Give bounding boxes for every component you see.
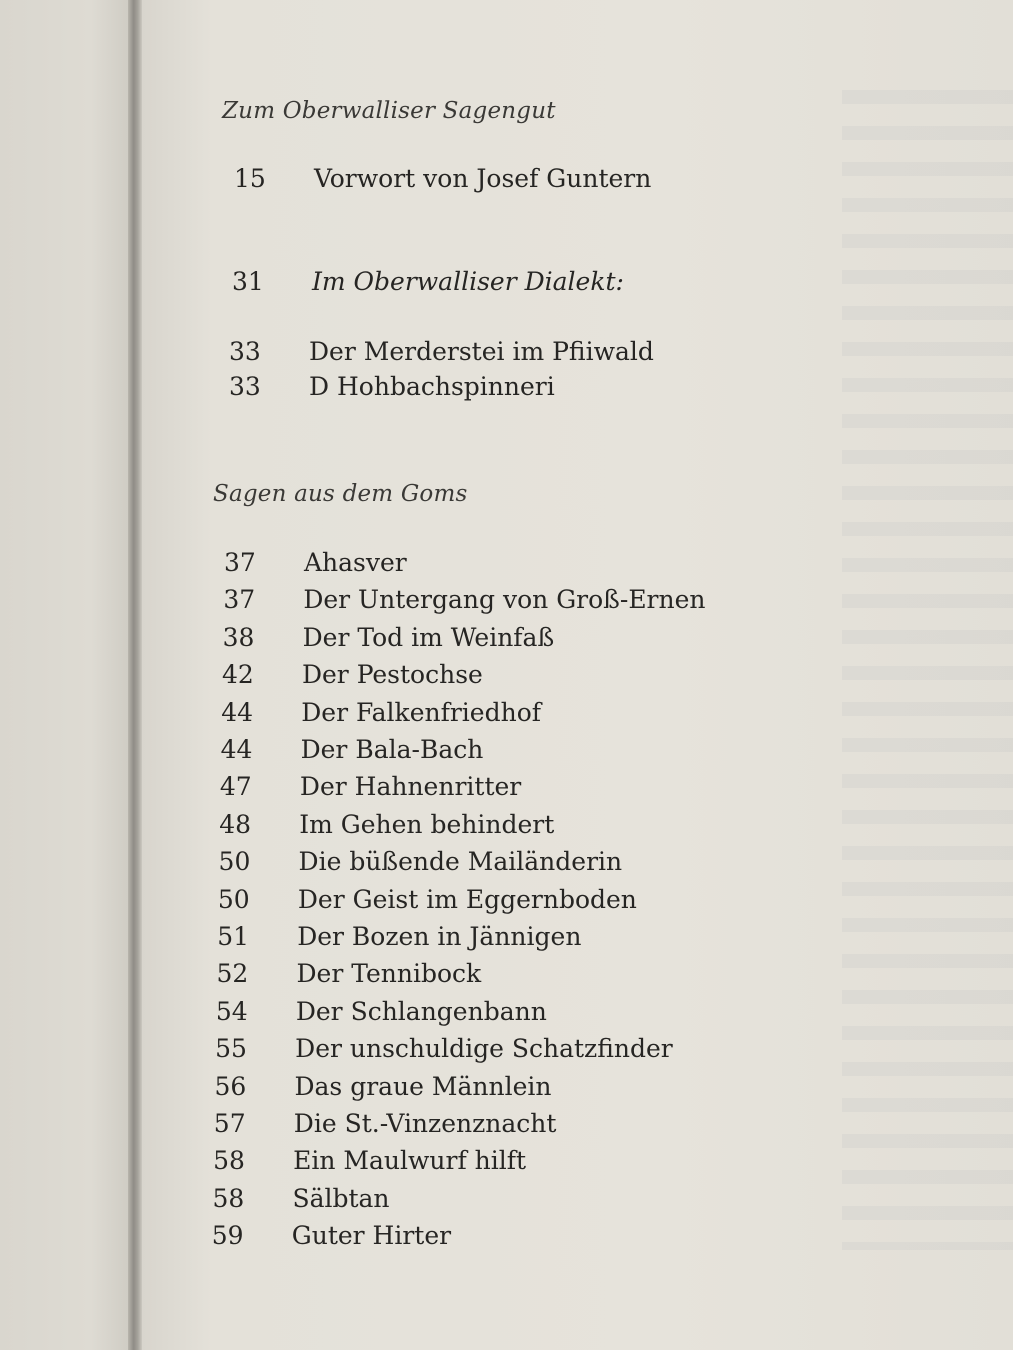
entry-title: Vorwort von Josef Guntern — [314, 164, 652, 193]
page-number: 58 — [212, 1183, 245, 1213]
entry-title: Im Gehen behindert — [299, 809, 555, 839]
entry-title: Ein Maulwurf hilft — [293, 1146, 527, 1176]
entry-title: Die büßende Mailänderin — [298, 847, 623, 877]
entry-title: D Hohbachspinneri — [309, 372, 555, 401]
entry-title: Sälbtan — [292, 1183, 390, 1213]
entry-title: Der Untergang von Groß-Ernen — [303, 585, 706, 615]
entry-title: Die St.-Vinzenznacht — [293, 1109, 557, 1138]
entry-title: Der Pestochse — [301, 660, 483, 690]
page-number: 54 — [215, 996, 248, 1026]
page-number: 56 — [214, 1071, 247, 1101]
page-number: 48 — [219, 809, 252, 839]
page-number: 44 — [220, 735, 253, 764]
section-heading-oberwalliser-sagengut: Zum Oberwalliser Sagengut — [222, 98, 556, 124]
page-number: 42 — [221, 660, 254, 690]
page-number: 38 — [222, 622, 255, 652]
page-number: 33 — [229, 337, 261, 366]
page-number: 57 — [213, 1109, 246, 1138]
entry-title: Der Geist im Eggernboden — [297, 884, 637, 914]
entry-title: Der Schlangenbann — [295, 996, 547, 1026]
entry-title: Ahasver — [304, 548, 407, 577]
entry-title: Der Bala-Bach — [300, 735, 484, 764]
entry-title: Im Oberwalliser Dialekt: — [312, 267, 624, 296]
section-heading-sagen-aus-dem-goms: Sagen aus dem Goms — [213, 481, 468, 507]
page-number: 31 — [232, 267, 264, 296]
page-number: 50 — [218, 847, 251, 877]
page-number: 59 — [211, 1221, 244, 1251]
entry-title: Der Falkenfriedhof — [301, 697, 541, 727]
entry-title: Der Merderstei im Pfiiwald — [309, 337, 654, 366]
page-number: 55 — [215, 1034, 247, 1064]
page-number: 52 — [216, 959, 249, 989]
page-number: 47 — [219, 772, 252, 802]
entry-title: Das graue Männlein — [294, 1071, 552, 1101]
entry-title: Guter Hirter — [291, 1221, 452, 1251]
page-number: 37 — [224, 548, 256, 577]
page-number: 37 — [223, 585, 256, 615]
page-number: 50 — [217, 884, 250, 914]
page-number: 51 — [217, 922, 249, 951]
entry-title: Der Hahnenritter — [299, 772, 522, 802]
page-number: 15 — [234, 164, 266, 193]
entry-title: Der unschuldige Schatzfinder — [295, 1034, 673, 1064]
entry-title: Der Tennibock — [296, 959, 482, 989]
entry-title: Der Tod im Weinfaß — [302, 622, 555, 652]
page-number: 58 — [213, 1146, 245, 1176]
page-number: 44 — [221, 697, 254, 727]
page-number: 33 — [229, 372, 261, 401]
entry-title: Der Bozen in Jännigen — [297, 922, 582, 951]
